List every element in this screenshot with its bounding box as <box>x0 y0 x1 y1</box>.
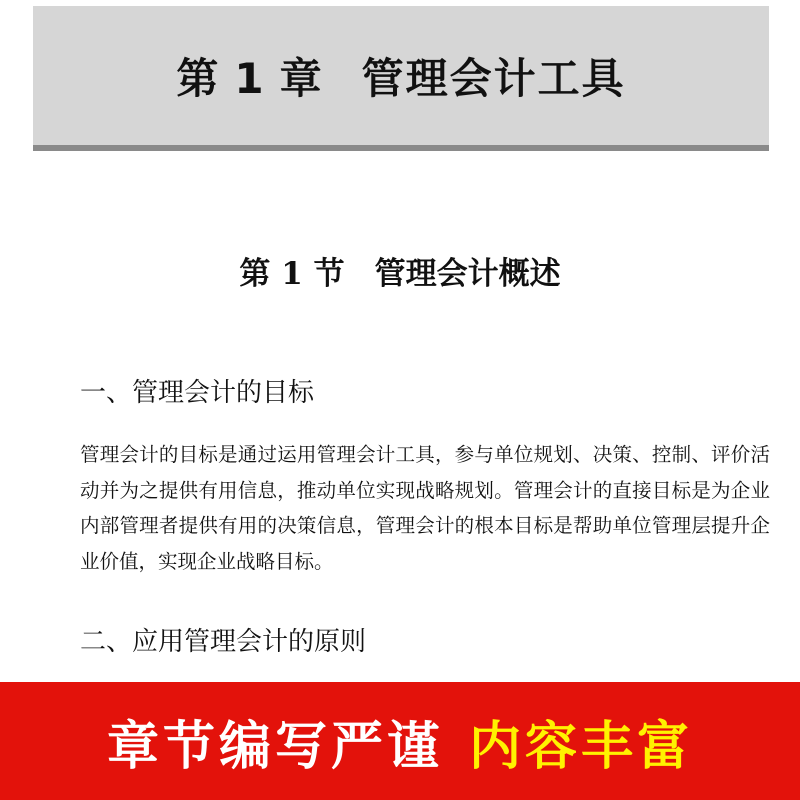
chapter-title: 管理会计工具 <box>361 53 626 103</box>
subheading-goals: 一、管理会计的目标 <box>80 378 315 408</box>
subheading-principles: 二、应用管理会计的原则 <box>80 627 367 657</box>
chapter-heading <box>176 46 625 106</box>
promo-slogan <box>107 704 693 779</box>
body-paragraph: 管理会计的目标是通过运用管理会计工具，参与单位规划、决策、控制、评价活动并为之提供有用信息，推动单位实现战略规划。管理会计的直接目标是为企业内部管理者提供有用的决策信息，管理会计的根本目标是帮助单位管理层提升企业价值，实现企业战略目标。 <box>80 443 770 573</box>
chapter-banner <box>33 6 769 151</box>
promo-banner <box>0 682 800 800</box>
section-label: 第 1 节 <box>239 256 345 292</box>
chapter-label-suffix: 章 <box>279 53 324 103</box>
section-heading <box>0 248 800 293</box>
chapter-label-prefix: 第 <box>176 53 221 103</box>
promo-text-yellow: 内容丰富 <box>469 716 694 777</box>
chapter-number: 1 <box>234 53 266 103</box>
promo-text-white: 章节编写严谨 <box>106 716 443 777</box>
section-title: 管理会计概述 <box>374 256 561 292</box>
